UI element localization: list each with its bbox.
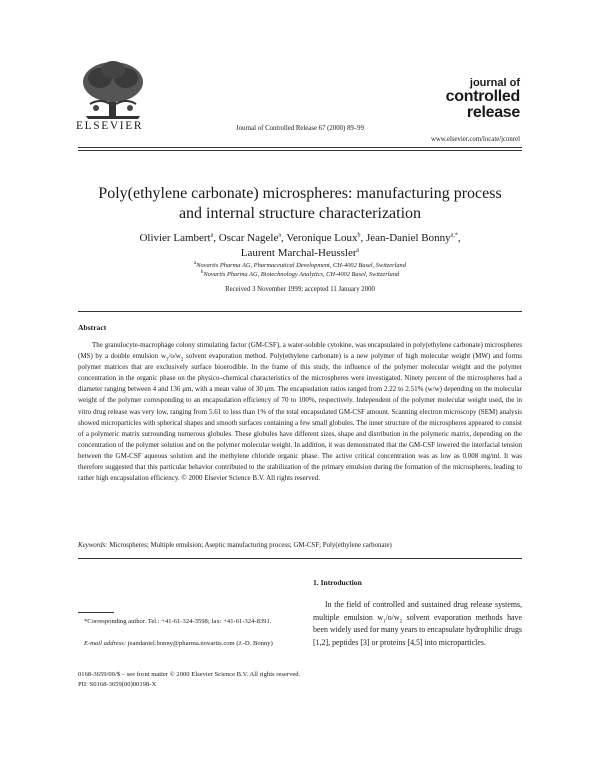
emulsion-sub-2: 2: [180, 357, 184, 363]
header-rule-top: [78, 147, 522, 148]
email-label: E-mail address:: [84, 640, 127, 647]
author-name: Oscar Nagele: [218, 232, 279, 244]
title-line-1: Poly(ethylene carbonate) microspheres: manufacturing process: [98, 185, 502, 202]
introduction-paragraph: [313, 599, 522, 650]
email-address[interactable]: jeandaniel.bonny@pharma.novartis.com (J.-D. Bonny): [126, 640, 273, 647]
affiliation-text: Novartis Pharma AG, Pharmaceutical Development, CH-4002 Basel, Switzerland: [196, 262, 406, 269]
author-separator: ,: [360, 232, 367, 244]
journal-url[interactable]: www.elsevier.com/locate/jconrel: [430, 136, 520, 143]
section-heading-introduction: 1. Introduction: [313, 578, 362, 587]
journal-citation: Journal of Controlled Release 67 (2000) 89–99: [236, 125, 364, 132]
intro-emulsion-mid: /o/w: [385, 612, 400, 622]
keywords: [78, 542, 522, 549]
abstract-heading: Abstract: [78, 323, 107, 332]
author-name: Veronique Loux: [286, 232, 358, 244]
keywords-label: Keywords:: [78, 542, 108, 549]
author-list: [0, 231, 600, 261]
journal-brand: [446, 78, 520, 121]
author-name: Olivier Lambert: [139, 232, 211, 244]
abstract-rule-top: [78, 311, 522, 312]
author-affiliation-mark: a,*: [450, 232, 458, 239]
abstract-part-1: The granulocyte-macrophage colony stimulating factor (GM-CSF), a water-soluble cytokine, was encapsulated in poly(ethylene carbonate) microspheres (MS) by a double emulsion: [78, 341, 522, 361]
intro-emulsion-w1: w: [377, 612, 384, 622]
pii-line: PII: S0168-3659(00)00198-X: [78, 681, 157, 688]
copyright-line: 0168-3659/00/$ – see front matter © 2000 Elsevier Science B.V. All rights reserved.: [78, 671, 301, 678]
journal-brand-line1: journal of: [469, 77, 520, 89]
author-affiliation-mark: a: [356, 247, 360, 254]
title-line-2: and internal structure characterization: [178, 205, 422, 222]
intro-sub-2: 2: [399, 619, 403, 625]
author-separator: ,: [281, 232, 287, 244]
header-rule-bottom: [78, 150, 522, 151]
affiliation-mark: a: [194, 260, 197, 266]
author-name: Laurent Marchal-Heussler: [240, 247, 357, 259]
front-matter-footer: [78, 670, 300, 690]
received-dates: Received 3 November 1999; accepted 11 January 2000: [225, 286, 375, 293]
intro-part-1: In the field of controlled and sustained drug release systems, multiple emulsion: [313, 600, 522, 622]
journal-brand-line3: release: [466, 104, 520, 121]
affiliation-mark: b: [200, 269, 204, 275]
author-affiliation-mark: b: [357, 232, 361, 239]
affiliation-a: [0, 262, 600, 269]
author-affiliation-mark: a: [210, 232, 214, 239]
author-line-1: [0, 231, 600, 246]
emulsion-mid: /o/w: [168, 352, 181, 361]
emulsion-sub-1: 1: [165, 357, 169, 363]
abstract-rule-bottom: [78, 558, 522, 559]
journal-brand-line2: controlled: [445, 88, 520, 105]
abstract-text: [78, 340, 522, 484]
footnote-email: [78, 639, 288, 649]
author-name: Jean-Daniel Bonny: [366, 232, 451, 244]
affiliation-b: [0, 271, 600, 278]
publisher-name: ELSEVIER: [76, 120, 144, 132]
author-separator: ,: [457, 232, 461, 244]
footnote-corresponding-author: *Corresponding author. Tel.: +41-61-324-3598; fax: +41-61-324-8391.: [84, 618, 272, 625]
article-title: [0, 184, 600, 224]
author-separator: ,: [213, 232, 219, 244]
footnote-rule: [78, 612, 114, 613]
author-line-2: [0, 246, 600, 261]
intro-sub-1: 1: [383, 619, 386, 625]
keywords-list: Microspheres; Multiple emulsion; Aseptic manufacturing process; GM-CSF; Poly(ethylene carbonate): [109, 542, 392, 549]
author-affiliation-mark: a: [278, 232, 282, 239]
abstract-part-2: solvent evaporation method. Poly(ethylene carbonate) is a new polymer of high molecular weight (MW) and forms polymer matrices that are exclusively surface bioerodible. In the frame of this study, the influence of the polymer molecular weight and the polymer concentration in the organic phase on the physico–chemical characteristics of the microspheres were investigated. Ninety percent of the microspheres had a diameter ranging between 4 and 136 μm, with a mean value of 30 μm. The encapsulation ratios ranged from 2.22 to 2.51% (w/w) depending on the molecular weight of the polymer corresponding to an encapsulation efficiency of 70 to 100%, respectively. Independent of the polymer molecular weight used, the in vitro drug release was very low, ranging from 5.61 to less than 1% of the total encapsulated GM-CSF amount. Scanning electron microscopy (SEM) analysis showed microparticles with spherical shapes and smooth surfaces containing a few small globules. The inner structure of the microspheres appeared to consist of a polymeric matrix surrounding numerous globules. These globules have different sizes, shape and distribution in the polymeric matrix, depending on the concentration of the polymer solution and on the polymer molecular weight. In addition, it was demonstrated that the GM-CSF lowered the interfacial tension between the GM-CSF aqueous solution and the methylene chloride organic phase. The active critical concentration was as low as 0.008 mg/ml. It was therefore suggested that this particular behavior contributed to the stabilization of the primary emulsion during the formation of the microspheres, leading to rather high encapsulation efficiency. © 2000 Elsevier Science B.V. All rights reserved.: [78, 352, 522, 483]
emulsion-w1: w: [160, 352, 166, 361]
affiliation-text: Novartis Pharma AG, Biotechnology Analytics, CH-4002 Basel, Switzerland: [203, 271, 400, 278]
intro-part-2: solvent evaporation methods have been widely used for many years to encapsulate hydrophilic drugs [1,2], peptides [3] or proteins [4,5] into microparticles.: [313, 612, 522, 648]
